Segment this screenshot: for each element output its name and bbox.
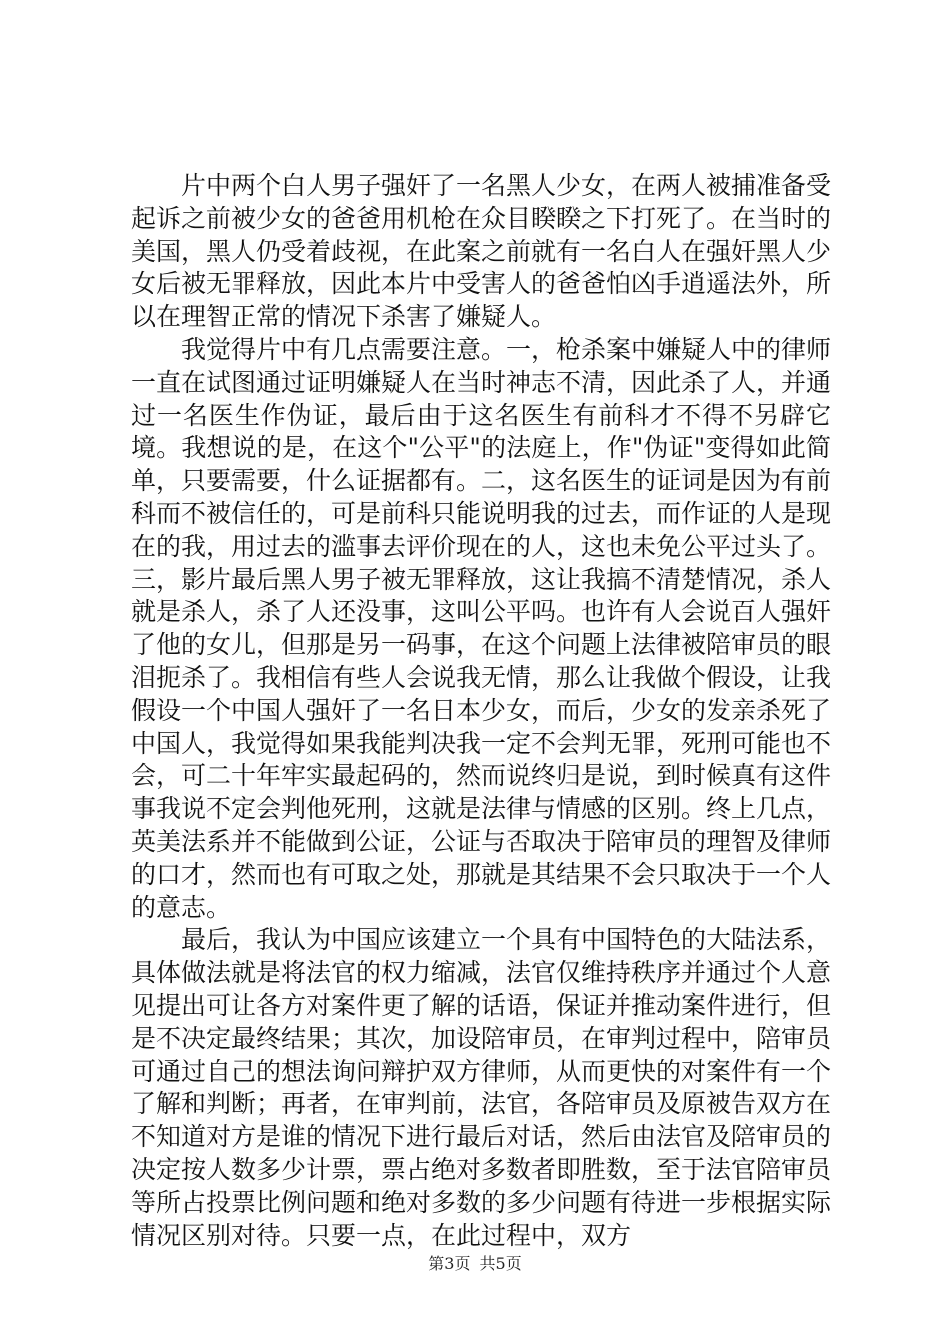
page-number: 第3页 (428, 1254, 471, 1273)
paragraph-proposal: 最后，我认为中国应该建立一个具有中国特色的大陆法系，具体做法就是将法官的权力缩减，法官仅维持秩序并通过个人意见提出可让各方对案件更了解的话语，保证并推动案件进行，但是不决定最终结果；其次，加设陪审员，在审判过程中，陪审员可通过自己的想法询问辩护双方律师，从而更快的对案件有一个了解和判断；再者，在审判前，法官，各陪审员及原被告双方在不知道对方是谁的情况下进行最后对话，然后由法官及陪审员的决定按人数多少计票，票占绝对多数者即胜数，至于法官陪审员等所占投票比例问题和绝对多数的多少问题有待进一步根据实际情况区别对待。只要一点，在此过程中，双方 (131, 925, 832, 1250)
page-total: 共5页 (479, 1254, 522, 1273)
paragraph-observations: 我觉得片中有几点需要注意。一，枪杀案中嫌疑人中的律师一直在试图通过证明嫌疑人在当时神志不清，因此杀了人，并通过一名医生作伪证，最后由于这名医生有前科才不得不另辟它境。我想说的是，在这个"公平"的法庭上，作"伪证"变得如此简单，只要需要，什么证据都有。二，这名医生的证词是因为有前科而不被信任的，可是前科只能说明我的过去，而作证的人是现在的我，用过去的滥事去评价现在的人，这也未免公平过头了。三，影片最后黑人男子被无罪释放，这让我搞不清楚情况，杀人就是杀人，杀了人还没事，这叫公平吗。也许有人会说百人强奸了他的女儿，但那是另一码事，在这个问题上法律被陪审员的眼泪扼杀了。我相信有些人会说我无情，那么让我做个假设，让我假设一个中国人强奸了一名日本少女，而后，少女的发亲杀死了中国人，我觉得如果我能判决我一定不会判无罪，死刑可能也不会，可二十年牢实最起码的，然而说终归是说，到时候真有这件事我说不定会判他死刑，这就是法律与情感的区别。终上几点，英美法系并不能做到公证，公证与否取决于陪审员的理智及律师的口才，然而也有可取之处，那就是其结果不会只取决于一个人的意志。 (131, 334, 832, 922)
document-body (131, 170, 831, 1252)
page-footer (0, 1254, 950, 1274)
paragraph-case-summary: 片中两个白人男子强奸了一名黑人少女，在两人被捕准备受起诉之前被少女的爸爸用机枪在众目睽睽之下打死了。在当时的美国，黑人仍受着歧视，在此案之前就有一名白人在强奸黑人少女后被无罪释放，因此本片中受害人的爸爸怕凶手逍遥法外，所以在理智正常的情况下杀害了嫌疑人。 (131, 171, 832, 332)
